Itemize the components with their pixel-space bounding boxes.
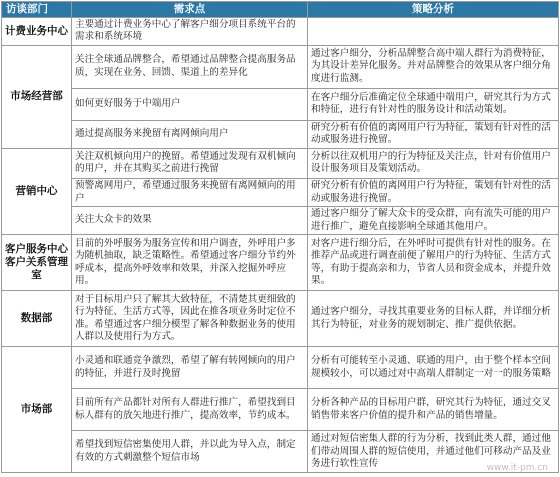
strategy-cell: 通过客户细分，寻找其重要业务的目标人群，并详细分析其行为特征，对业务的规划制定、推广提供依据。 xyxy=(308,291,559,347)
strategy-cell: 研究分析有价值的离网用户行为特征，策划有针对性的活动或服务进行挽留。 xyxy=(308,120,559,148)
table-row xyxy=(2,389,559,431)
strategy-table xyxy=(1,1,559,473)
need-cell: 主要通过计费业务中心了解客户细分项目系统平台的需求和系统环境 xyxy=(72,17,308,45)
need-cell: 希望找到短信密集使用人群，并以此为导入点，制定有效的方式刺激整个短信市场 xyxy=(72,431,308,473)
dept-cell: 营销中心 xyxy=(2,148,72,234)
need-cell: 关注全球通品牌整合，希望通过品牌整合提高服务品质，实现在业务、回馈、渠道上的差异化 xyxy=(72,45,308,88)
watermark: www.it-pm.cn xyxy=(486,463,548,473)
dept-cell: 市场经营部 xyxy=(2,45,72,148)
table-row xyxy=(2,120,559,148)
dept-cell: 市场部 xyxy=(2,347,72,473)
strategy-cell xyxy=(308,17,559,45)
need-cell: 小灵通和联通竞争激烈，希望了解有转网倾向的用户的特征，并进行及时挽留 xyxy=(72,347,308,389)
strategy-cell: 通过客户细分了解大众卡的受众群，向有流失可能的用户进行推广，避免直接影响全球通其他用户。 xyxy=(308,207,559,235)
need-cell: 预警离网用户，希望通过服务来挽留有离网倾向的用户 xyxy=(72,178,308,206)
header-strategy: 策略分析 xyxy=(308,2,559,18)
table-row xyxy=(2,88,559,120)
need-cell: 目前所有产品都针对所有人群进行推广，希望找到目标人群有的放矢地进行推广，提高效率，节约成本。 xyxy=(72,389,308,431)
table-row xyxy=(2,291,559,347)
header-dept: 访谈部门 xyxy=(2,2,72,18)
table-row xyxy=(2,431,559,473)
table-row xyxy=(2,17,559,45)
table-header-row xyxy=(2,2,559,18)
table-row xyxy=(2,148,559,178)
strategy-cell: 在客户细分后准确定位全球通中端用户，研究其行为方式和特征，进行有针对性的服务设计和活动策划。 xyxy=(308,88,559,120)
header-needs: 需求点 xyxy=(72,2,308,18)
dept-cell: 计费业务中心 xyxy=(2,17,72,45)
dept-cell: 数据部 xyxy=(2,291,72,347)
strategy-cell: 通过客户细分，分析品牌整合高中端人群行为消费特征，为其设计差异化服务。并对品牌整合的效果从客户细分角度进行监测。 xyxy=(308,45,559,88)
table-row xyxy=(2,45,559,88)
strategy-cell: 分析各种产品的目标用户群，研究其行为特征，通过交叉销售带来客户价值的提升和产品的销售增量。 xyxy=(308,389,559,431)
strategy-cell: 研究分析有价值的离网用户行为特征，策划有针对性的活动或服务进行挽留。 xyxy=(308,178,559,206)
need-cell: 对于目标用户只了解其大致特征，不清楚其更细致的行为特征、生活方式等，因此在推各项业务时定位不准。希望通过客户细分模型了解各种数据业务的使用人群以及使用行为方式。 xyxy=(72,291,308,347)
strategy-cell: 通过对短信密集人群的行为分析，找到此类人群，通过他们带动周围人群的短信使用，并通过他们可移动产品及业务进行软性宣传 xyxy=(308,431,559,473)
need-cell: 关注双机倾向用户的挽留。希望通过发现有双机倾向的用户，并在其购买之前进行挽留 xyxy=(72,148,308,178)
table-row xyxy=(2,235,559,291)
need-cell: 目前的外呼服务为服务宣传和用户调查，外呼用户多为随机抽取，缺乏策略性。希望通过客户细分节约外呼成本，提高外呼效率和效果，并深入挖掘外呼应用。 xyxy=(72,235,308,291)
need-cell: 如何更好服务于中端用户 xyxy=(72,88,308,120)
table-row xyxy=(2,207,559,235)
need-cell: 关注大众卡的效果 xyxy=(72,207,308,235)
strategy-cell: 分析有可能转至小灵通、联通的用户，由于整个样本空间规模较小，可以通过对中高端人群制定一对一的服务策略 xyxy=(308,347,559,389)
need-cell: 通过提高服务来挽留有离网倾向用户 xyxy=(72,120,308,148)
table-row xyxy=(2,178,559,206)
dept-cell: 客户服务中心客户关系管理室 xyxy=(2,235,72,291)
strategy-cell: 对客户进行细分后，在外呼时可提供有针对性的服务。在推荐产品或进行调查前便了解用户的行为特征、生活方式等，有助于提高亲和力，节省人员和资金成本，并提升效果。 xyxy=(308,235,559,291)
table-row xyxy=(2,347,559,389)
strategy-cell: 分析以往双机用户的行为特征及关注点，针对有价值用户设计服务项目及策划活动。 xyxy=(308,148,559,178)
